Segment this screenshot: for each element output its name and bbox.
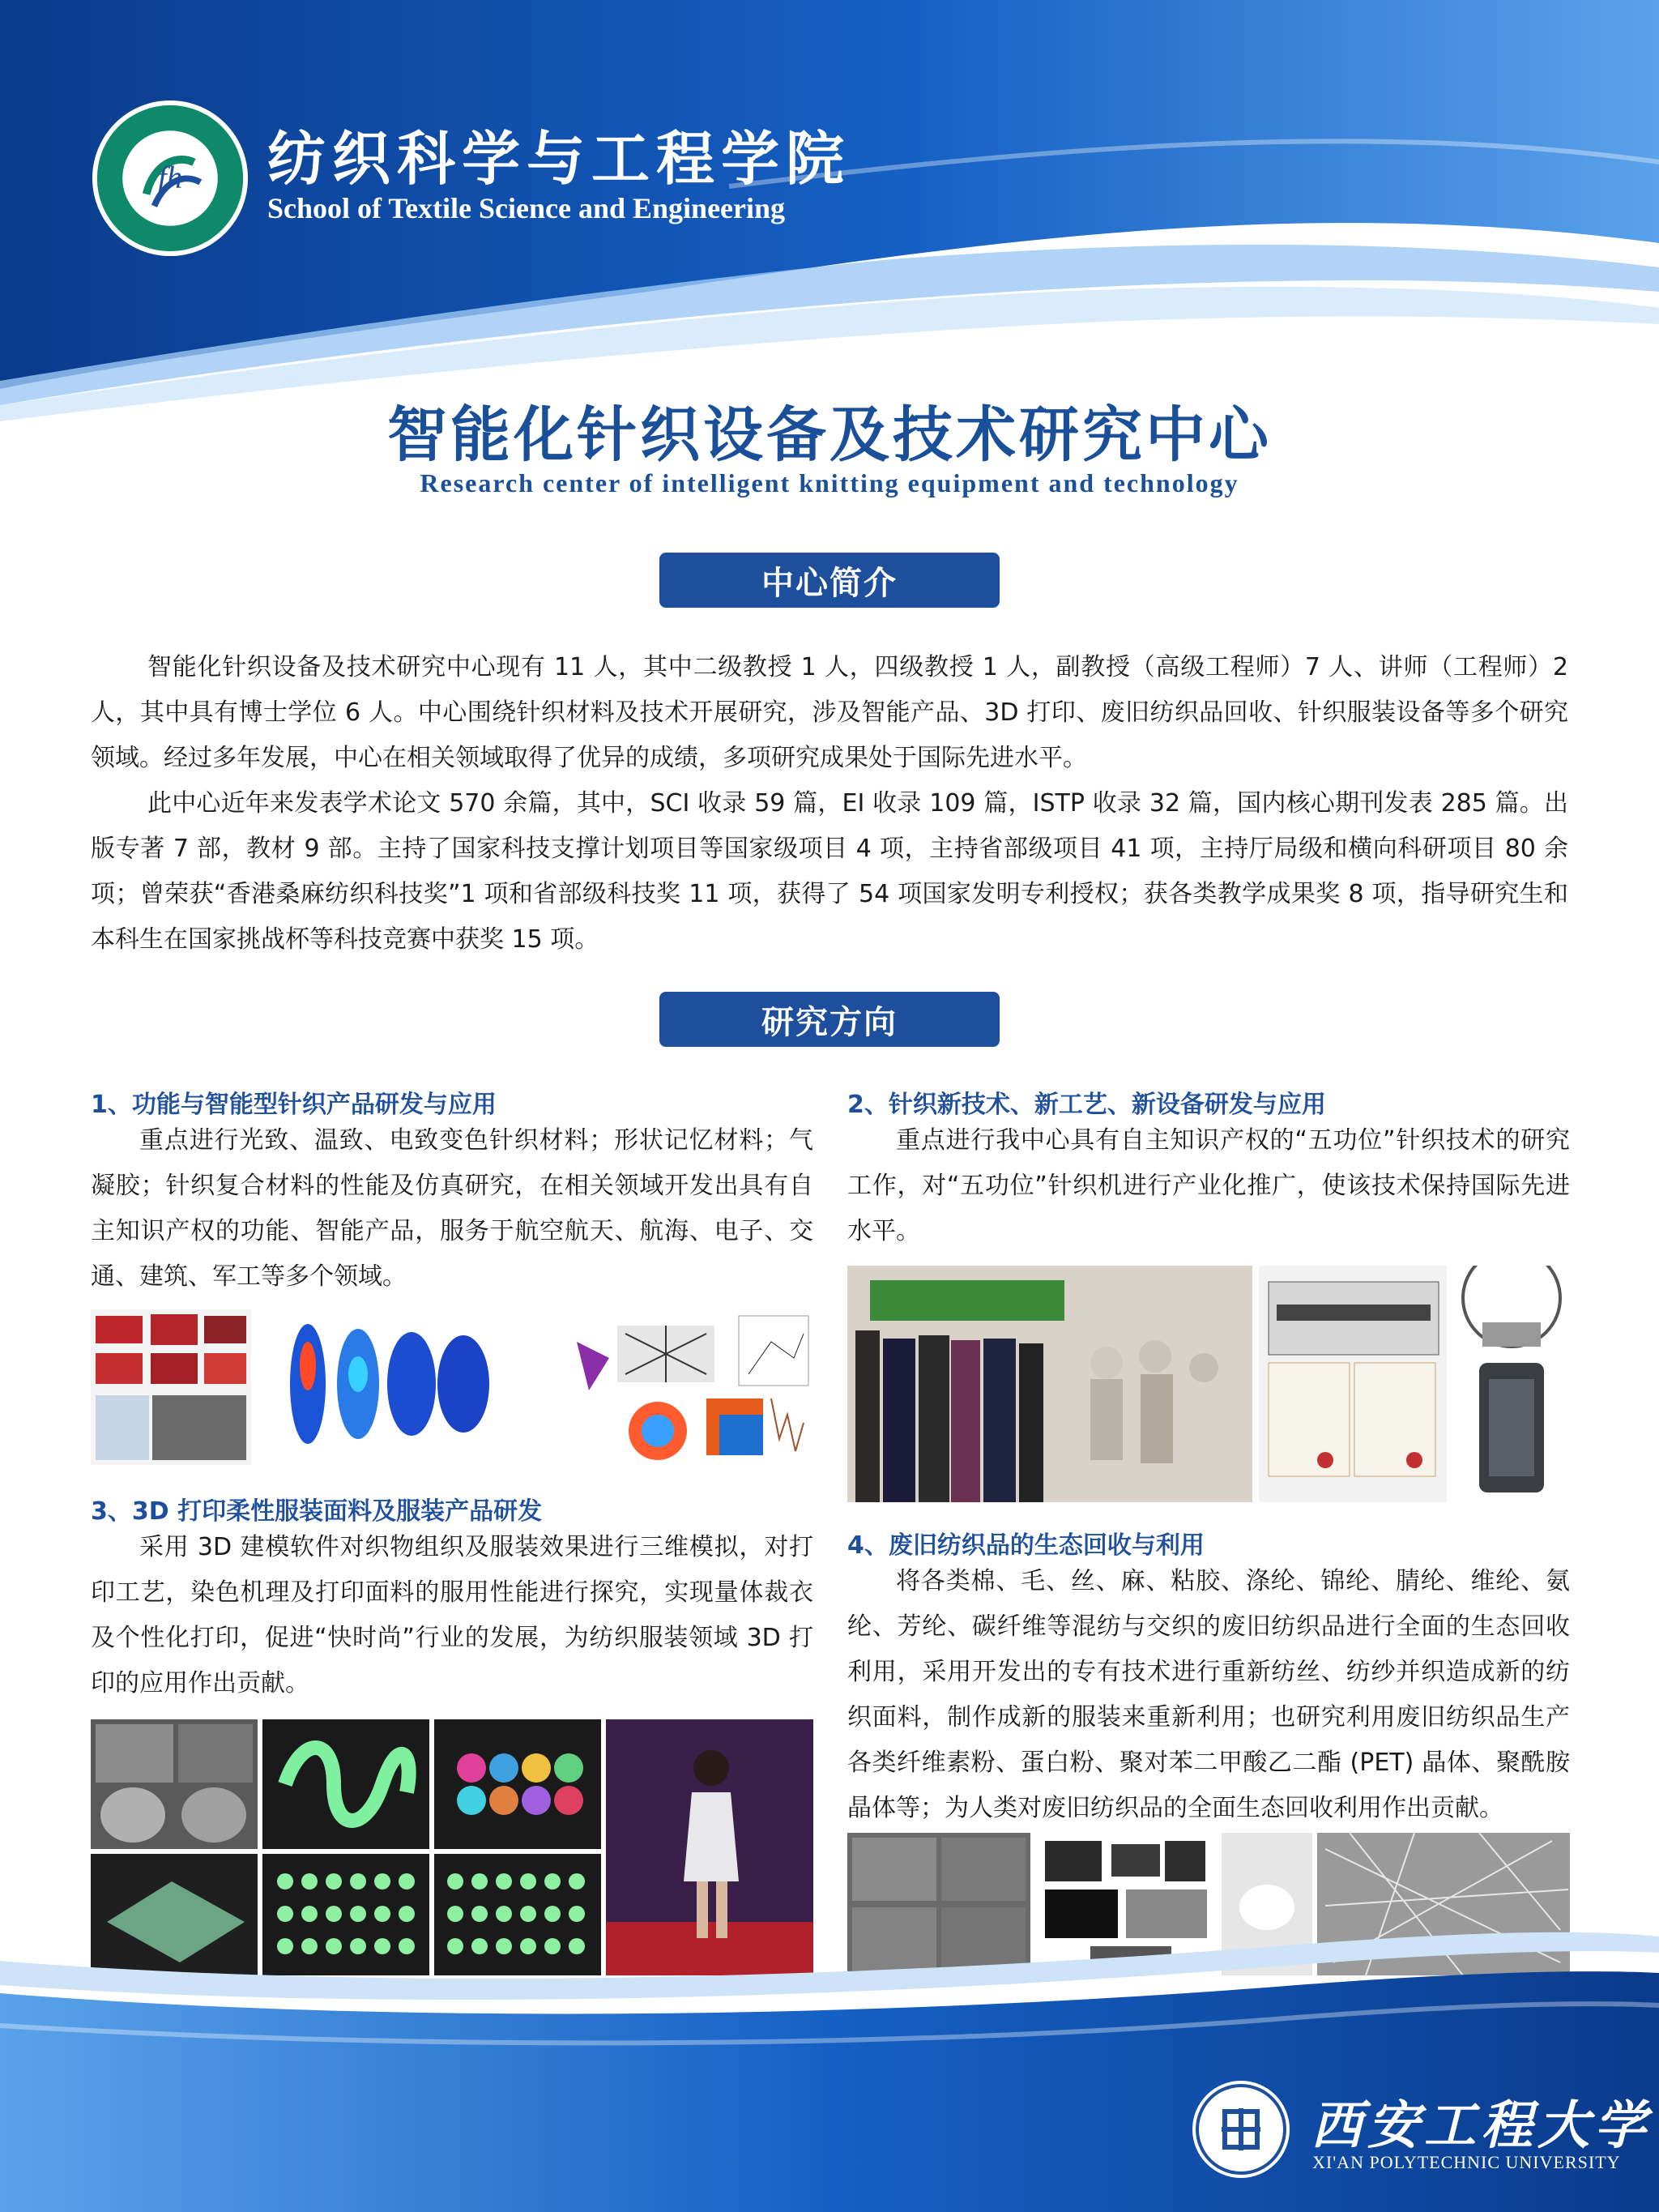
section-4-body-wrap bbox=[847, 1559, 1570, 1831]
section-2-body-wrap bbox=[847, 1118, 1570, 1254]
university-name-en: XI'AN POLYTECHNIC UNIVERSITY bbox=[1312, 2152, 1621, 2172]
intro-heading: 中心简介 bbox=[659, 553, 1000, 608]
section-2-body: 重点进行我中心具有自主知识产权的“五功位”针织技术的研究工作，对“五功位”针织机进行产业化推广，使该技术保持国际先进水平。 bbox=[847, 1126, 1570, 1245]
section-1-title: 1、功能与智能型针织产品研发与应用 bbox=[91, 1091, 497, 1119]
university-name-cn: 西安工程大学 bbox=[1311, 2095, 1651, 2156]
section-1-body: 重点进行光致、温致、电致变色针织材料；形状记忆材料；气凝胶；针织复合材料的性能及仿真研究，在相关领域开发出具有自主知识产权的功能、智能产品，服务于航空航天、航海、电子、交通、建筑、军工等多个领域。 bbox=[91, 1126, 813, 1291]
university-logo-icon bbox=[1191, 2079, 1291, 2180]
school-logo-icon bbox=[91, 99, 249, 258]
section-3-body-wrap bbox=[91, 1525, 813, 1706]
section-4-title: 4、废旧纺织品的生态回收与利用 bbox=[847, 1531, 1205, 1560]
research-heading: 研究方向 bbox=[659, 992, 1000, 1047]
school-name-cn: 纺织科学与工程学院 bbox=[267, 124, 851, 193]
section-3-title: 3、3D 打印柔性服装面料及服装产品研发 bbox=[91, 1497, 543, 1526]
svg-text:fh: fh bbox=[157, 160, 183, 195]
page-subtitle: Research center of intelligent knitting equipment and technology bbox=[420, 468, 1239, 497]
intro-paragraph: 智能化针织设备及技术研究中心现有 11 人，其中二级教授 1 人，四级教授 1 人，副教授（高级工程师）7 人、讲师（工程师）2 人，其中具有博士学位 6 人。中心围绕针织材料及技术开展研究，涉及智能产品、3D 打印、废旧纺织品回收、针织服装设备等多个研究领域。经过多年发展，中心在相关领域取得了优异的成绩，多项研究成果处于国际先进水平。 bbox=[91, 653, 1568, 772]
intro-body bbox=[91, 645, 1568, 963]
section-1-images bbox=[91, 1309, 813, 1465]
section-3-body: 采用 3D 建模软件对织物组织及服装效果进行三维模拟，对打印工艺，染色机理及打印面料的服用性能进行探究，实现量体裁衣及个性化打印，促进“快时尚”行业的发展，为纺织服装领域 3D 打印的应用作出贡献。 bbox=[91, 1533, 813, 1697]
section-2-images bbox=[847, 1266, 1570, 1502]
intro-paragraph: 此中心近年来发表学术论文 570 余篇，其中，SCI 收录 59 篇，EI 收录 109 篇，ISTP 收录 32 篇，国内核心期刊发表 285 篇。出版专著 7 部，教材 9 部。主持了国家科技支撑计划项目等国家级项目 4 项，主持省部级项目 41 项，主持厅局级和横向科研项目 80 余项；曾荣获“香港桑麻纺织科技奖”1 项和省部级科技奖 11 项，获得了 54 项国家发明专利授权；获各类教学成果奖 8 项，指导研究生和本科生在国家挑战杯等科技竞赛中获奖 15 项。 bbox=[91, 789, 1568, 954]
page-title: 智能化针织设备及技术研究中心 bbox=[387, 400, 1272, 470]
school-name-en: School of Textile Science and Engineering bbox=[267, 192, 786, 224]
section-4-body: 将各类棉、毛、丝、麻、粘胶、涤纶、锦纶、腈纶、维纶、氨纶、芳纶、碳纤维等混纺与交织的废旧纺织品进行全面的生态回收利用，采用开发出的专有技术进行重新纺丝、纺纱并织造成新的纺织面料，制作成新的服装来重新利用；也研究利用废旧纺织品生产各类纤维素粉、蛋白粉、聚对苯二甲酸乙二酯 (PET) 晶体、聚酰胺晶体等；为人类对废旧纺织品的全面生态回收利用作出贡献。 bbox=[847, 1567, 1570, 1822]
section-2-title: 2、针织新技术、新工艺、新设备研发与应用 bbox=[847, 1091, 1326, 1119]
section-1-body-wrap bbox=[91, 1118, 813, 1300]
